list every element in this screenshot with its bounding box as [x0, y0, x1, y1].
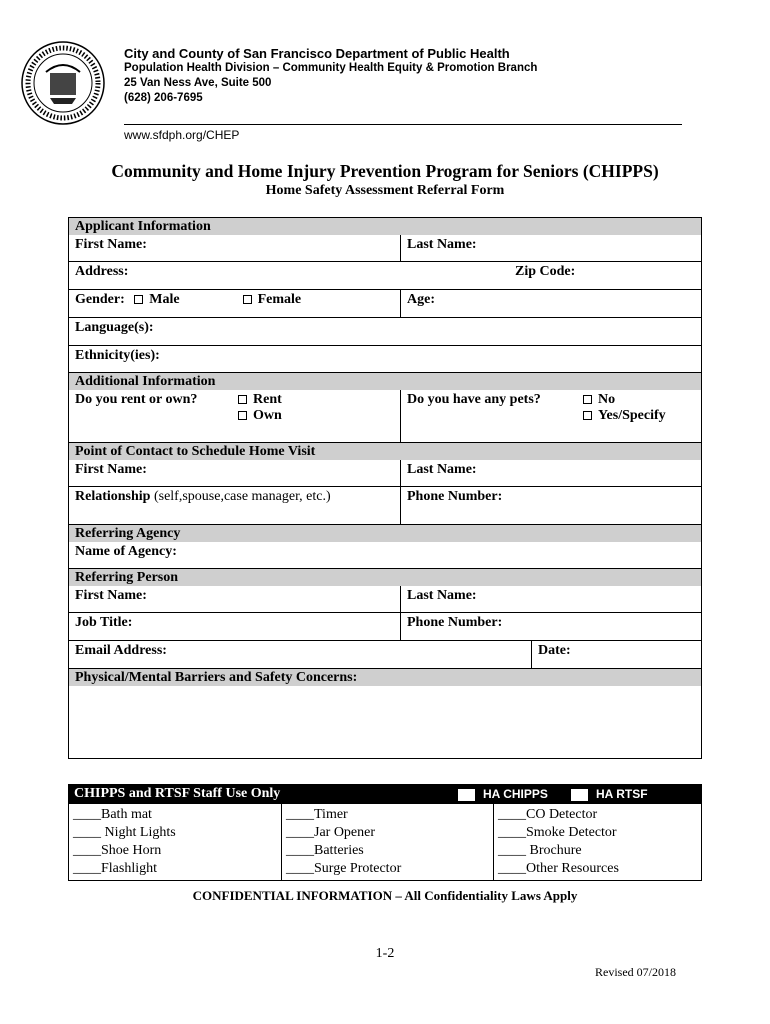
section-contact: Point of Contact to Schedule Home Visit	[68, 442, 702, 460]
male-checkbox[interactable]	[134, 295, 143, 304]
brochure-item[interactable]: ____ Brochure	[498, 843, 582, 858]
ha-chipps-checkbox[interactable]	[458, 789, 475, 801]
header-divider	[124, 124, 682, 125]
female-checkbox[interactable]	[243, 295, 252, 304]
division-name: Population Health Division – Community Health Equity & Promotion Branch	[124, 62, 538, 74]
revision-date: Revised 07/2018	[595, 965, 676, 979]
org-phone: (628) 206-7695	[124, 92, 203, 104]
person-phone-field[interactable]: Phone Number:	[400, 613, 701, 640]
org-address: 25 Van Ness Ave, Suite 500	[124, 77, 272, 89]
page-number: 1-2	[375, 946, 395, 961]
night-lights-item[interactable]: ____ Night Lights	[73, 825, 176, 840]
smoke-detector-item[interactable]: ____Smoke Detector	[498, 825, 617, 840]
staff-use-section	[68, 784, 702, 881]
co-detector-item[interactable]: ____CO Detector	[498, 807, 598, 822]
city-seal-logo	[20, 40, 106, 126]
applicant-zip-field[interactable]: Zip Code:	[515, 264, 576, 279]
ha-rtsf-checkbox[interactable]	[571, 789, 588, 801]
rent-own-field: Do you rent or own? Rent Own	[75, 392, 282, 423]
form-title: Community and Home Injury Prevention Program for Seniors (CHIPPS)	[111, 161, 659, 181]
applicant-ethnicities-field[interactable]: Ethnicity(ies):	[75, 348, 160, 363]
applicant-address-field[interactable]: Address:	[75, 264, 129, 279]
female-label: Female	[257, 292, 302, 307]
contact-first-name-field[interactable]: First Name:	[75, 462, 147, 477]
contact-phone-field[interactable]: Phone Number:	[400, 487, 701, 524]
applicant-gender-field: Gender: Male Female	[75, 292, 302, 307]
section-barriers: Physical/Mental Barriers and Safety Concerns:	[68, 668, 702, 686]
barriers-textarea[interactable]	[69, 686, 701, 758]
pets-field: Do you have any pets? No Yes/Specify	[400, 390, 701, 442]
pets-no-checkbox[interactable]	[583, 395, 592, 404]
staff-heading: CHIPPS and RTSF Staff Use Only	[74, 786, 281, 801]
jar-opener-item[interactable]: ____Jar Opener	[286, 825, 376, 840]
website-link[interactable]: www.sfdph.org/CHEP	[124, 128, 240, 142]
bath-mat-item[interactable]: ____Bath mat	[73, 807, 152, 822]
other-resources-item[interactable]: ____Other Resources	[498, 861, 619, 876]
contact-relationship-field[interactable]: Relationship (self,spouse,case manager, etc.)	[75, 489, 331, 504]
section-applicant: Applicant Information	[68, 217, 702, 235]
form-subtitle: Home Safety Assessment Referral Form	[265, 183, 505, 198]
own-checkbox[interactable]	[238, 411, 247, 420]
ha-rtsf-label: HA RTSF	[596, 787, 648, 801]
referral-form	[68, 217, 702, 759]
applicant-languages-field[interactable]: Language(s):	[75, 320, 154, 335]
person-email-field[interactable]: Email Address:	[75, 643, 167, 658]
male-label: Male	[149, 292, 180, 307]
surge-protector-item[interactable]: ____Surge Protector	[286, 861, 402, 876]
section-referring-person: Referring Person	[68, 568, 702, 586]
flashlight-item[interactable]: ____Flashlight	[73, 861, 158, 876]
applicant-first-name-field[interactable]: First Name:	[75, 237, 147, 252]
person-last-name-field[interactable]: Last Name:	[400, 586, 701, 612]
shoe-horn-item[interactable]: ____Shoe Horn	[73, 843, 162, 858]
ha-chipps-label: HA CHIPPS	[483, 787, 548, 801]
applicant-last-name-field[interactable]: Last Name:	[400, 235, 701, 261]
person-first-name-field[interactable]: First Name:	[75, 588, 147, 603]
rent-checkbox[interactable]	[238, 395, 247, 404]
section-agency: Referring Agency	[68, 524, 702, 542]
agency-name-field[interactable]: Name of Agency:	[75, 544, 177, 559]
batteries-item[interactable]: ____Batteries	[286, 843, 364, 858]
confidential-notice: CONFIDENTIAL INFORMATION – All Confidentiality Laws Apply	[192, 888, 578, 903]
person-date-field[interactable]: Date:	[531, 641, 701, 668]
timer-item[interactable]: ____Timer	[286, 807, 348, 822]
section-additional: Additional Information	[68, 372, 702, 390]
applicant-age-field[interactable]: Age:	[400, 290, 701, 317]
pets-yes-checkbox[interactable]	[583, 411, 592, 420]
org-name: City and County of San Francisco Department of Public Health	[124, 46, 510, 61]
contact-last-name-field[interactable]: Last Name:	[400, 460, 701, 486]
person-job-title-field[interactable]: Job Title:	[75, 615, 133, 630]
